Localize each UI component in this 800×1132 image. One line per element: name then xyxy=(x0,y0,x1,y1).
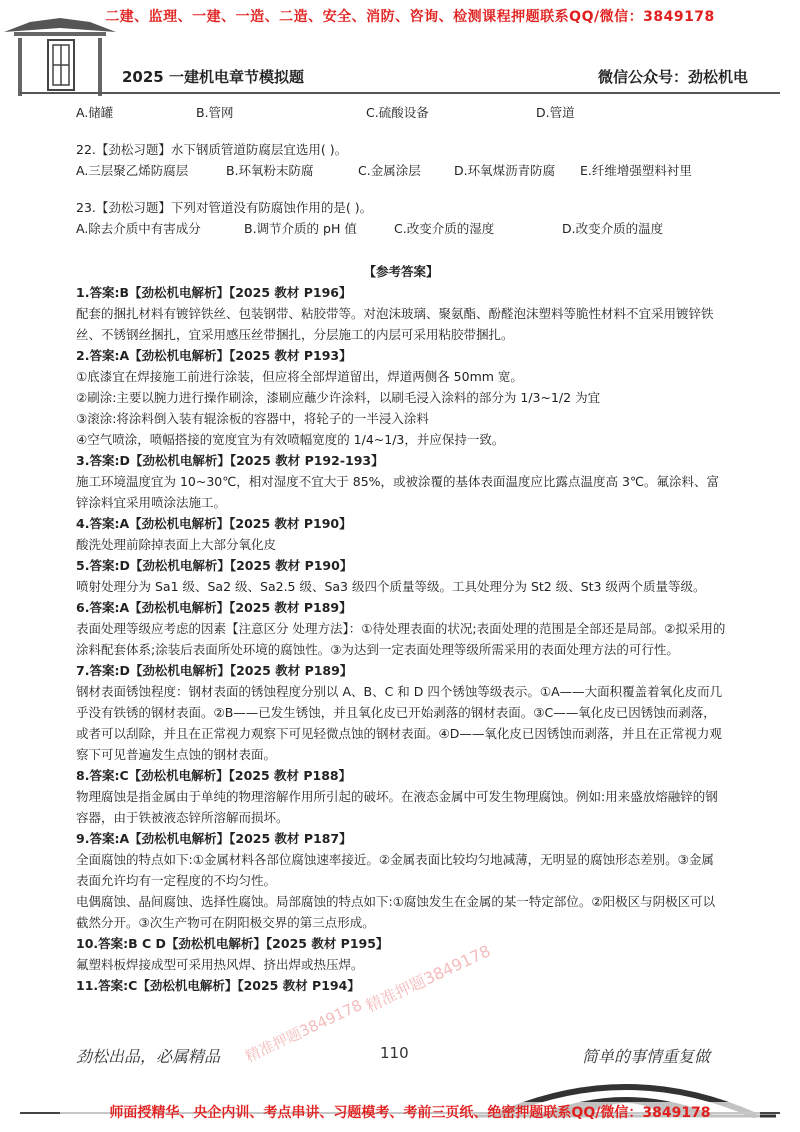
page-content xyxy=(76,102,726,996)
answers-title: 【参考答案】 xyxy=(363,264,439,279)
q21-options xyxy=(76,102,726,123)
q21-option: D.管道 xyxy=(536,105,575,120)
q22-option: A.三层聚乙烯防腐层 xyxy=(76,163,189,178)
q22-option: E.纤维增强塑料衬里 xyxy=(580,163,692,178)
answer-title: 9.答案:A【劲松机电解析】【2025 教材 P187】 xyxy=(76,831,352,846)
answer-item xyxy=(76,660,726,765)
answer-item xyxy=(76,282,726,345)
answer-title: 3.答案:D【劲松机电解析】【2025 教材 P192-193】 xyxy=(76,453,384,468)
answer-item xyxy=(76,450,726,513)
header-wechat: 微信公众号：劲松机电 xyxy=(597,68,748,86)
watermark: 精准押题3849178 xyxy=(242,995,365,1066)
answer-explanation: 施工环境温度宜为 10~30℃，相对湿度不宜大于 85%，或被涂覆的基体表面温度应比露点温度高 3℃。氟涂料、富锌涂料宜采用喷涂法施工。 xyxy=(76,474,720,510)
answer-title: 4.答案:A【劲松机电解析】【2025 教材 P190】 xyxy=(76,516,352,531)
question-stem: 22.【劲松习题】水下钢质管道防腐层宜选用( )。 xyxy=(76,142,348,157)
answer-title: 6.答案:A【劲松机电解析】【2025 教材 P189】 xyxy=(76,600,352,615)
answer-item xyxy=(76,513,726,555)
answer-title: 8.答案:C【劲松机电解析】【2025 教材 P188】 xyxy=(76,768,352,783)
answer-explanation: ④空气喷涂，喷幅搭接的宽度宜为有效喷幅宽度的 1/4~1/3，并应保持一致。 xyxy=(76,432,505,447)
answer-item xyxy=(76,345,726,450)
answer-item xyxy=(76,597,726,660)
q21-option: C.硫酸设备 xyxy=(366,105,429,120)
header-title: 2025 一建机电章节模拟题 xyxy=(122,68,304,86)
answer-title: 11.答案:C【劲松机电解析】【2025 教材 P194】 xyxy=(76,978,360,993)
answer-explanation: 氟塑料板焊接成型可采用热风焊、挤出焊或热压焊。 xyxy=(76,957,364,972)
q23-option: B.调节介质的 pH 值 xyxy=(244,221,357,236)
answers-list xyxy=(76,282,726,996)
answer-item xyxy=(76,765,726,828)
answer-title: 7.答案:D【劲松机电解析】【2025 教材 P189】 xyxy=(76,663,353,678)
q22-option: B.环氧粉末防腐 xyxy=(226,163,314,178)
footer-slogan-right: 简单的事情重复做 xyxy=(581,1047,710,1066)
page-number: 110 xyxy=(380,1044,409,1062)
q23-option: A.除去介质中有害成分 xyxy=(76,221,201,236)
answer-explanation: ①底漆宜在焊接施工前进行涂装，但应将全部焊道留出，焊道两侧各 50mm 宽。 xyxy=(76,369,523,384)
answer-explanation: 喷射处理分为 Sa1 级、Sa2 级、Sa2.5 级、Sa3 级四个质量等级。工具处理分为 St2 级、St3 级两个质量等级。 xyxy=(76,579,706,594)
answer-title: 10.答案:B C D【劲松机电解析】【2025 教材 P195】 xyxy=(76,936,389,951)
answer-explanation: 表面处理等级应考虑的因素【注意区分 处理方法】：①待处理表面的状况;表面处理的范围是全部还是局部。②拟采用的涂料配套体系;涂装后表面所处环境的腐蚀性。③为达到一定表面处理等级所需采用的表面处理方法的可行性。 xyxy=(76,621,726,657)
question-22 xyxy=(76,139,726,181)
q22-option: C.金属涂层 xyxy=(358,163,421,178)
answer-item xyxy=(76,933,726,975)
top-banner: 二建、监理、一建、一造、二造、安全、消防、咨询、检测课程押题联系QQ/微信：3849178 xyxy=(105,9,715,25)
answer-explanation: 全面腐蚀的特点如下:①金属材料各部位腐蚀速率接近。②金属表面比较均匀地减薄，无明显的腐蚀形态差别。③金属表面允许均有一定程度的不均匀性。 xyxy=(76,852,714,888)
bottom-banner: 师面授精华、央企内训、考点串讲、习题模考、考前三页纸、绝密押题联系QQ/微信：3849178 xyxy=(60,1102,760,1122)
question-stem: 23.【劲松习题】下列对管道没有防腐蚀作用的是( )。 xyxy=(76,200,373,215)
chinese-window-decoration-icon xyxy=(0,14,120,96)
answer-explanation: 配套的捆扎材料有镀锌铁丝、包装钢带、粘胶带等。对泡沫玻璃、聚氨酯、酚醛泡沫塑料等脆性材料不宜采用镀锌铁丝、不锈钢丝捆扎，宜采用感压丝带捆扎，分层施工的内层可采用粘胶带捆扎。 xyxy=(76,306,714,342)
answer-title: 5.答案:D【劲松机电解析】【2025 教材 P190】 xyxy=(76,558,353,573)
answer-explanation: 钢材表面锈蚀程度：钢材表面的锈蚀程度分别以 A、B、C 和 D 四个锈蚀等级表示。①A——大面积覆盖着氧化皮而几乎没有铁锈的钢材表面。②B——已发生锈蚀，并且氧化皮已开始剥落的钢材表面。③C——氧化皮已因锈蚀而剥落，或者可以刮除，并且在正常视力观察下可见轻微点蚀的钢材表面。④D——氧化皮已因锈蚀而剥落，并且在正常视力观察下可见普遍发生点蚀的钢材表面。 xyxy=(76,684,723,762)
question-23 xyxy=(76,197,726,239)
answer-item xyxy=(76,555,726,597)
q21-option: B.管网 xyxy=(196,105,234,120)
q23-option: C.改变介质的湿度 xyxy=(394,221,495,236)
footer-slogan-left: 劲松出品，必属精品 xyxy=(76,1047,221,1066)
q22-option: D.环氧煤沥青防腐 xyxy=(454,163,556,178)
answer-explanation: 电偶腐蚀、晶间腐蚀、选择性腐蚀。局部腐蚀的特点如下:①腐蚀发生在金属的某一特定部位。②阳极区与阴极区可以截然分开。③次生产物可在阴阳极交界的第三点形成。 xyxy=(76,894,716,930)
q23-option: D.改变介质的温度 xyxy=(562,221,664,236)
answer-explanation: ③滚涂:将涂料倒入装有辊涂板的容器中，将轮子的一半浸入涂料 xyxy=(76,411,429,426)
watermark: 精准押题3849178 xyxy=(362,941,494,1016)
answer-explanation: 酸洗处理前除掉表面上大部分氧化皮 xyxy=(76,537,277,552)
answer-explanation: ②刷涂:主要以腕力进行操作刷涂，漆刷应蘸少许涂料，以刷毛浸入涂料的部分为 1/3~1/2 为宜 xyxy=(76,390,601,405)
answer-title: 2.答案:A【劲松机电解析】【2025 教材 P193】 xyxy=(76,348,352,363)
answer-explanation: 物理腐蚀是指金属由于单纯的物理溶解作用所引起的破坏。在液态金属中可发生物理腐蚀。例如:用来盛放熔融锌的钢容器，由于铁被液态锌所溶解而损坏。 xyxy=(76,789,718,825)
answer-title: 1.答案:B【劲松机电解析】【2025 教材 P196】 xyxy=(76,285,352,300)
answer-item xyxy=(76,828,726,933)
header-divider xyxy=(20,92,780,94)
q21-option: A.储罐 xyxy=(76,105,114,120)
